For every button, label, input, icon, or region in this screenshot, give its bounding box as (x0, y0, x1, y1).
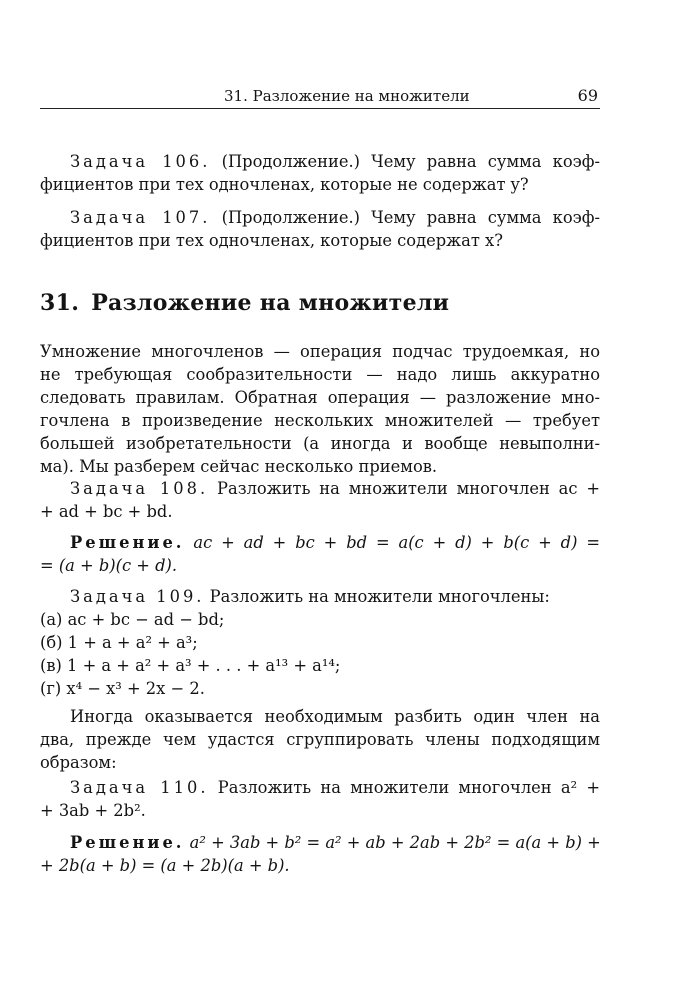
solution-label: Решение. (70, 833, 185, 852)
paragraph-line: Иногда оказывается необходимым разбить один член на (70, 707, 600, 726)
problem-106 (40, 150, 600, 196)
paragraph-line: два, прежде чем удастся сгруппировать члены подходящим (40, 730, 600, 749)
problem-text-line: Разложить на множители многочлены: (209, 587, 550, 606)
solution-formula-line: = (a + b)(c + d). (40, 556, 178, 575)
solution-110 (40, 831, 600, 877)
problem-text-line: фициентов при тех одночленах, которые не содержат y? (40, 175, 529, 194)
remark-paragraph (40, 705, 600, 774)
section-heading (40, 290, 600, 316)
paragraph-line: ма). Мы разберем сейчас несколько приемов. (40, 457, 438, 476)
running-title: 31. Разложение на множители (224, 87, 470, 105)
problem-item: (б) 1 + a + a² + a³; (40, 633, 198, 652)
paragraph-line: следовать правилам. Обратная операция — разложение мно- (40, 388, 600, 407)
section-title: Разложение на множители (91, 290, 450, 316)
problem-label: Задача 109. (70, 587, 205, 606)
problem-text-line: Разложить на множители многочлен a² + (217, 778, 600, 797)
problem-label: Задача 110. (70, 778, 209, 797)
page-number: 69 (577, 86, 598, 105)
paragraph-line: образом: (40, 753, 117, 772)
problem-text-line: Разложить на множители многочлен ac + (217, 479, 600, 498)
problem-text-line: (Продолжение.) Чему равна сумма коэф- (221, 208, 600, 227)
problem-item: (а) ac + bc − ad − bd; (40, 610, 225, 629)
running-header (40, 84, 600, 109)
section-number: 31. (40, 290, 80, 316)
problem-107 (40, 206, 600, 252)
problem-item: (г) x⁴ − x³ + 2x − 2. (40, 679, 205, 698)
problem-text-line: + 3ab + 2b². (40, 801, 146, 820)
problem-label: Задача 106. (70, 152, 211, 171)
problem-text-line: + ad + bc + bd. (40, 502, 173, 521)
paragraph-line: Умножение многочленов — операция подчас трудоемкая, но (40, 342, 600, 361)
intro-paragraph (40, 340, 600, 478)
problem-label: Задача 108. (70, 479, 209, 498)
solution-formula-line: + 2b(a + b) = (a + 2b)(a + b). (40, 856, 290, 875)
problem-text-line: фициентов при тех одночленах, которые содержат x? (40, 231, 503, 250)
problem-110 (40, 776, 600, 822)
problem-text-line: (Продолжение.) Чему равна сумма коэф- (221, 152, 600, 171)
solution-108 (40, 531, 600, 577)
solution-formula-line: ac + ad + bc + bd = a(c + d) + b(c + d) = (193, 533, 600, 552)
problem-109 (40, 585, 600, 700)
solution-formula-line: a² + 3ab + b² = a² + ab + 2ab + 2b² = a(a + b) + (189, 833, 601, 852)
problem-item: (в) 1 + a + a² + a³ + . . . + a¹³ + a¹⁴; (40, 656, 341, 675)
solution-label: Решение. (70, 533, 185, 552)
paragraph-line: не требующая сообразительности — надо лишь аккуратно (40, 365, 600, 384)
paragraph-line: гочлена в произведение нескольких множителей — требует (40, 411, 600, 430)
problem-108 (40, 477, 600, 523)
paragraph-line: большей изобретательности (а иногда и вообще невыполни- (40, 434, 600, 453)
problem-label: Задача 107. (70, 208, 211, 227)
